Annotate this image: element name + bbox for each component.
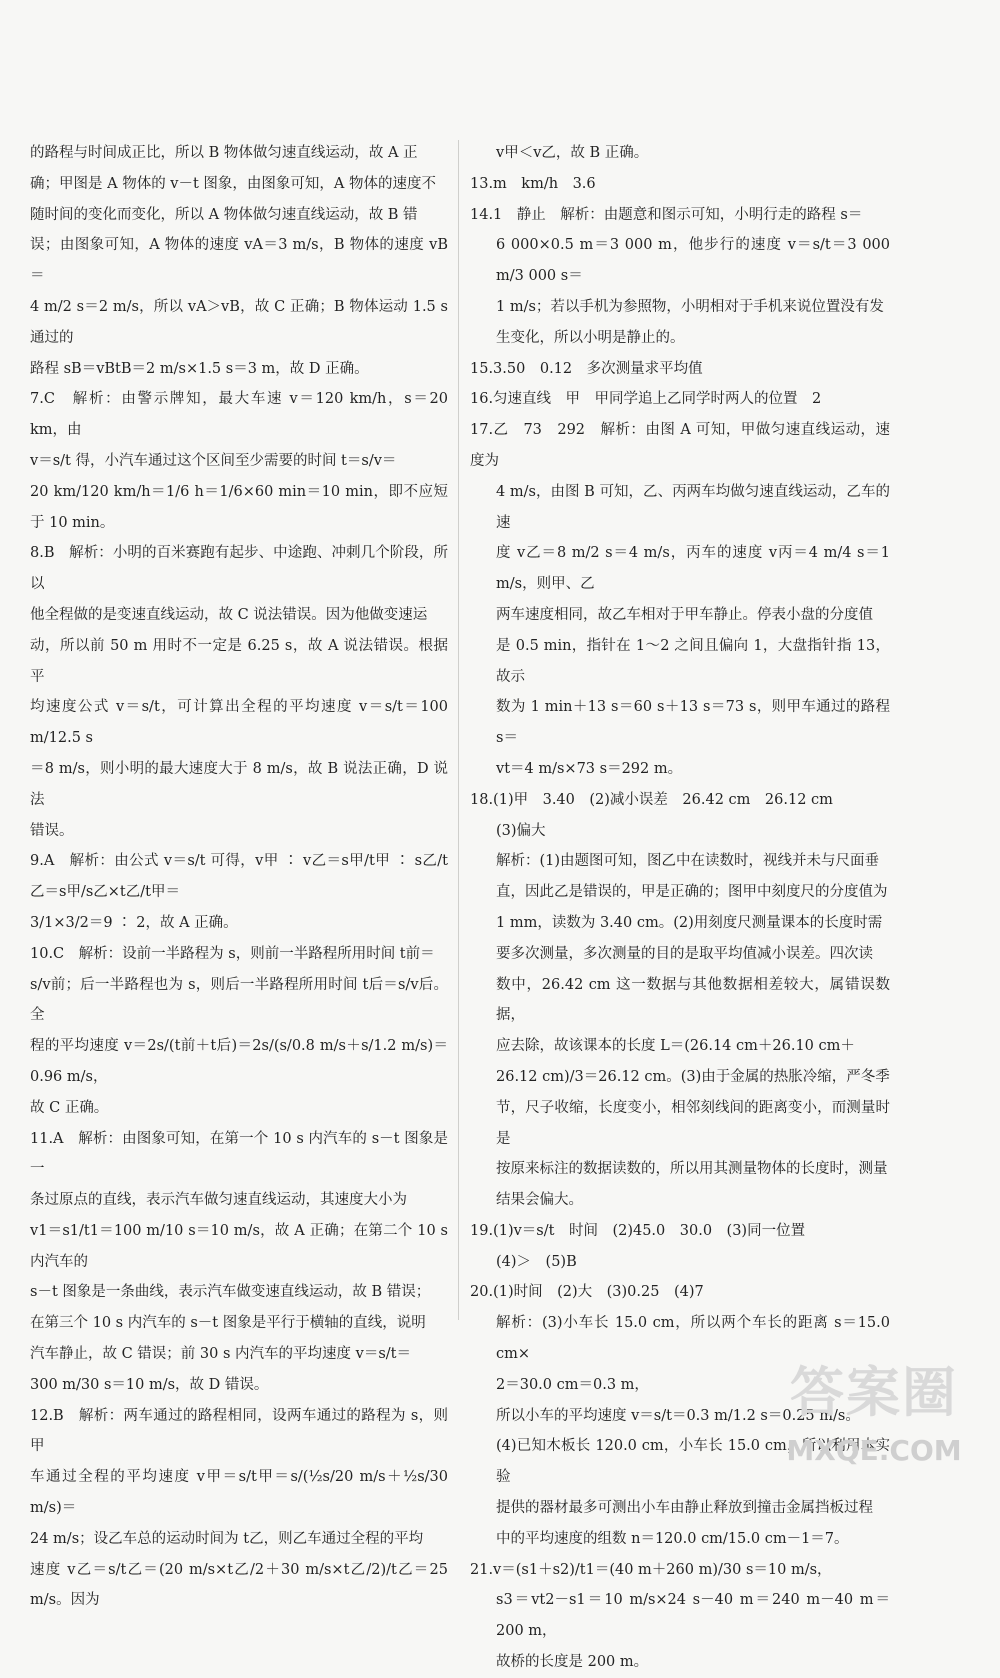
left-text-line: 12.B 解析：两车通过的路程相同，设两车通过的路程为 s，则甲 <box>30 1407 448 1455</box>
right-text-line: (4)已知木板长 120.0 cm，小车长 15.0 cm，所以利用本实验 <box>496 1438 890 1486</box>
left-text-line: 8.B 解析：小明的百米赛跑有起步、中途跑、冲刺几个阶段，所以 <box>30 545 448 593</box>
right-text-line: 解析：(3)小车长 15.0 cm，所以两个车长的距离 s＝15.0 cm× <box>496 1315 890 1363</box>
right-text-line: 15.3.50 0.12 多次测量求平均值 <box>470 360 703 377</box>
right-text-line: 数为 1 min＋13 s＝60 s＋13 s＝73 s，则甲车通过的路程 s＝ <box>496 699 890 747</box>
right-text-line: 16.匀速直线 甲 甲同学追上乙同学时两人的位置 2 <box>470 391 822 408</box>
left-text-line: 的路程与时间成正比，所以 B 物体做匀速直线运动，故 A 正 <box>30 145 418 161</box>
left-text-line: 随时间的变化而变化，所以 A 物体做匀速直线运动，故 B 错 <box>30 206 418 223</box>
left-text-line: 在第三个 10 s 内汽车的 s－t 图象是平行于横轴的直线，说明 <box>30 1315 426 1332</box>
right-text-line: 18.(1)甲 3.40 (2)减小误差 26.42 cm 26.12 cm <box>470 791 833 808</box>
left-text-line: 他全程做的是变速直线运动，故 C 说法错误。因为他做变速运 <box>30 606 428 623</box>
left-text-line: 错误。 <box>30 822 74 839</box>
left-text-line: 9.A 解析：由公式 v＝s/t 可得，v甲 ∶ v乙＝s甲/t甲 ∶ s乙/t乙＝s甲/s乙×t乙/t甲＝ <box>30 853 448 901</box>
right-text-line: 4 m/s，由图 B 可知，乙、丙两车均做匀速直线运动，乙车的速 <box>496 483 890 531</box>
right-text-line: 度 v乙＝8 m/2 s＝4 m/s，丙车的速度 v丙＝4 m/4 s＝1 m/s，则甲、乙 <box>496 545 890 593</box>
watermark <box>752 1359 992 1469</box>
left-text-line: 动，所以前 50 m 用时不一定是 6.25 s，故 A 说法错误。根据平 <box>30 637 448 685</box>
right-text-line: 应去除，故该课本的长度 L＝(26.14 cm＋26.10 cm＋ <box>496 1038 855 1055</box>
right-text-line: 按原来标注的数据读数的，所以用其测量物体的长度时，测量 <box>496 1161 888 1178</box>
right-text-line: 是 0.5 min，指针在 1～2 之间且偏向 1，大盘指针指 13，故示 <box>496 637 890 685</box>
left-text-line: 10.C 解析：设前一半路程为 s，则前一半路程所用时间 t前＝ <box>30 945 435 962</box>
left-text-line: 4 m/2 s＝2 m/s，所以 vA＞vB，故 C 正确；B 物体运动 1.5 s 通过的 <box>30 298 448 346</box>
column-divider <box>458 140 459 1320</box>
left-text-line: 11.A 解析：由图象可知，在第一个 10 s 内汽车的 s－t 图象是一 <box>30 1130 448 1178</box>
left-text-line: s/v前；后一半路程也为 s，则后一半路程所用时间 t后＝s/v后。全 <box>30 976 448 1024</box>
right-text-line: 生变化，所以小明是静止的。 <box>496 329 685 346</box>
right-text-line: 解析：(1)由题图可知，图乙中在读数时，视线并未与尺面垂 <box>496 853 880 870</box>
right-text-line: 数中，26.42 cm 这一数据与其他数据相差较大，属错误数据， <box>496 976 890 1024</box>
right-text-line: 结果会偏大。 <box>496 1192 583 1209</box>
right-text-line: 19.(1)v＝s/t 时间 (2)45.0 30.0 (3)同一位置 <box>470 1222 806 1239</box>
left-text-line: 路程 sB＝vBtB＝2 m/s×1.5 s＝3 m，故 D 正确。 <box>30 360 369 377</box>
left-text-line: 300 m/30 s＝10 m/s，故 D 错误。 <box>30 1376 269 1393</box>
right-text-line: 提供的器材最多可测出小车由静止释放到撞击金属挡板过程 <box>496 1500 873 1517</box>
left-text-line: 条过原点的直线，表示汽车做匀速直线运动，其速度大小为 <box>30 1192 407 1209</box>
right-text-line: 1 m/s；若以手机为参照物，小明相对于手机来说位置没有发 <box>496 298 884 315</box>
right-text-line: 节，尺子收缩，长度变小，相邻刻线间的距离变小，而测量时是 <box>496 1099 890 1147</box>
right-text-line: 中的平均速度的组数 n＝120.0 cm/15.0 cm－1＝7。 <box>496 1530 849 1547</box>
watermark-site: MXQE.COM <box>786 1434 962 1467</box>
left-text-line: 20 km/120 km/h＝1/6 h＝1/6×60 min＝10 min，即不应短于 10 min。 <box>30 483 448 531</box>
left-text-line: v＝s/t 得，小汽车通过这个区间至少需要的时间 t＝s/v＝ <box>30 452 397 469</box>
left-text-line: 程的平均速度 v＝2s/(t前＋t后)＝2s/(s/0.8 m/s＋s/1.2 m/s)＝0.96 m/s， <box>30 1038 448 1085</box>
left-text-line: v1＝s1/t1＝100 m/10 s＝10 m/s，故 A 正确；在第二个 10 s 内汽车的 <box>30 1222 448 1270</box>
right-text-line: 1 mm，读数为 3.40 cm。(2)用刻度尺测量课本的长度时需 <box>496 914 883 931</box>
left-text-line: 确；甲图是 A 物体的 v－t 图象，由图象可知，A 物体的速度不 <box>30 175 437 192</box>
left-text-line: s－t 图象是一条曲线，表示汽车做变速直线运动，故 B 错误； <box>30 1284 431 1301</box>
left-text-line: 汽车静止，故 C 错误；前 30 s 内汽车的平均速度 v＝s/t＝ <box>30 1346 411 1363</box>
left-text-line: 7.C 解析：由警示牌知，最大车速 v＝120 km/h，s＝20 km，由 <box>30 391 448 439</box>
left-text-line: 速度 v乙＝s/t乙＝(20 m/s×t乙/2＋30 m/s×t乙/2)/t乙＝25 m/s。因为 <box>30 1561 448 1609</box>
left-text-line: 均速度公式 v＝s/t，可计算出全程的平均速度 v＝s/t＝100 m/12.5 s <box>30 699 448 747</box>
left-text-line: 24 m/s；设乙车总的运动时间为 t乙，则乙车通过全程的平均 <box>30 1530 424 1547</box>
left-text-line: 车通过全程的平均速度 v甲＝s/t甲＝s/(½s/20 m/s＋½s/30 m/s)＝ <box>30 1469 448 1517</box>
right-text-line: 要多次测量，多次测量的目的是取平均值减小误差。四次读 <box>496 945 873 962</box>
right-text-line: 6 000×0.5 m＝3 000 m，他步行的速度 v＝s/t＝3 000 m/3 000 s＝ <box>496 237 890 285</box>
right-text-line: 21.v＝(s1＋s2)/t1＝(40 m＋260 m)/30 s＝10 m/s， <box>470 1561 832 1578</box>
right-text-line: s3＝vt2－s1＝10 m/s×24 s－40 m＝240 m－40 m＝200 m， <box>496 1592 890 1640</box>
right-text-line: 20.(1)时间 (2)大 (3)0.25 (4)7 <box>470 1284 704 1301</box>
right-text-line: 17.乙 73 292 解析：由图 A 可知，甲做匀速直线运动，速度为 <box>470 422 890 469</box>
right-text-line: vt＝4 m/s×73 s＝292 m。 <box>496 760 683 777</box>
right-text-line: 故桥的长度是 200 m。 <box>496 1654 649 1671</box>
right-text-line: 所以小车的平均速度 v＝s/t＝0.3 m/1.2 s＝0.25 m/s。 <box>496 1407 860 1424</box>
right-text-line: 26.12 cm)/3＝26.12 cm。(3)由于金属的热胀冷缩，严冬季 <box>496 1068 890 1085</box>
left-text-line: 误；由图象可知，A 物体的速度 vA＝3 m/s，B 物体的速度 vB＝ <box>30 237 448 285</box>
right-text-line: (4)＞ (5)B <box>496 1253 577 1270</box>
watermark-logo: 答案圈 <box>790 1361 958 1424</box>
right-text-line: 14.1 静止 解析：由题意和图示可知，小明行走的路程 s＝ <box>470 206 863 223</box>
right-text-line: 13.m km/h 3.6 <box>470 175 596 192</box>
right-text-line: 2＝30.0 cm＝0.3 m， <box>496 1376 649 1393</box>
left-column <box>30 138 448 1616</box>
left-text-line: 故 C 正确。 <box>30 1099 109 1116</box>
left-text-line: 3/1×3/2＝9 ∶ 2，故 A 正确。 <box>30 914 238 931</box>
left-text-line: ＝8 m/s，则小明的最大速度大于 8 m/s，故 B 说法正确，D 说法 <box>30 760 448 808</box>
right-text-line: (3)偏大 <box>496 822 546 839</box>
right-text-line: 直，因此乙是错误的，甲是正确的；图甲中刻度尺的分度值为 <box>496 884 888 901</box>
right-text-line: 两车速度相同，故乙车相对于甲车静止。停表小盘的分度值 <box>496 606 873 623</box>
right-text-line: v甲＜v乙，故 B 正确。 <box>496 145 649 161</box>
